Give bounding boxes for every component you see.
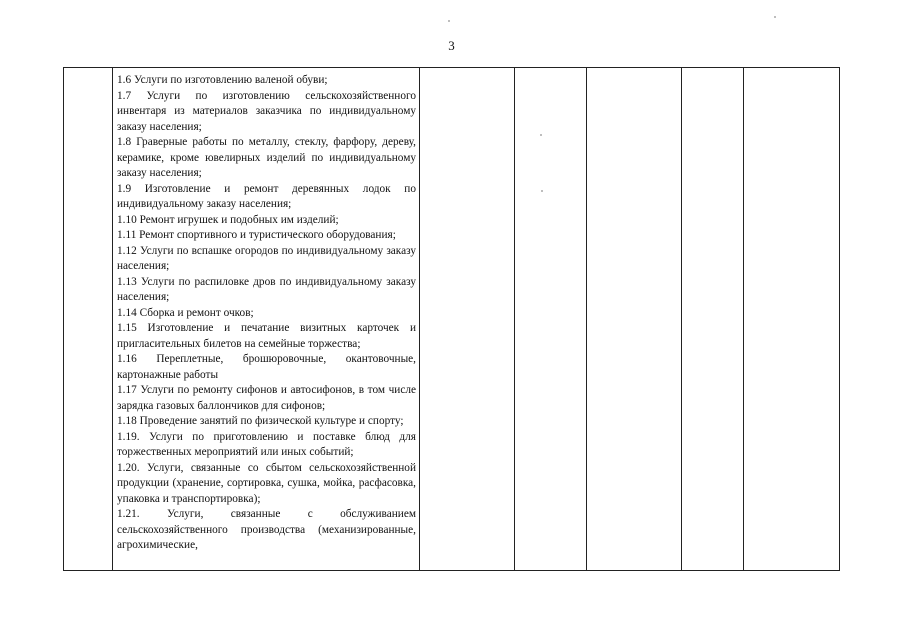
service-item: 1.10 Ремонт игрушек и подобных им изделий; bbox=[117, 213, 339, 226]
service-item: 1.14 Сборка и ремонт очков; bbox=[117, 306, 254, 319]
service-item: 1.13 Услуги по распиловке дров по индивидуальному заказу населения; bbox=[117, 275, 416, 303]
service-item: 1.16 Переплетные, брошюровочные, окантовочные, картонажные работы bbox=[117, 353, 416, 381]
scan-speck bbox=[541, 190, 543, 192]
number-cell bbox=[64, 68, 113, 571]
page-number: 3 bbox=[448, 38, 455, 53]
service-item: 1.12 Услуги по вспашке огородов по индивидуальному заказу населения; bbox=[117, 244, 416, 272]
service-item: 1.11 Ремонт спортивного и туристического оборудования; bbox=[117, 229, 396, 241]
services-table bbox=[63, 67, 840, 571]
service-item: 1.17 Услуги по ремонту сифонов и автосифонов, в том числе зарядка газовых баллончиков для сифонов; bbox=[117, 384, 416, 412]
empty-cell bbox=[682, 68, 744, 571]
empty-cell bbox=[744, 68, 840, 571]
service-item: 1.6 Услуги по изготовлению валеной обуви; bbox=[117, 74, 328, 86]
scan-speck bbox=[774, 16, 776, 18]
scan-speck bbox=[540, 134, 542, 136]
service-item: 1.8 Граверные работы по металлу, стеклу, фарфору, дереву, керамике, кроме ювелирных изделий по индивидуальному заказу населения; bbox=[117, 136, 416, 179]
empty-cell bbox=[420, 68, 515, 571]
service-item: 1.15 Изготовление и печатание визитных карточек и пригласительных билетов на семейные торжества; bbox=[117, 322, 416, 350]
scan-speck bbox=[448, 20, 450, 22]
service-item: 1.19. Услуги по приготовлению и поставке блюд для торжественных мероприятий или иных событий; bbox=[117, 430, 416, 458]
service-item: 1.18 Проведение занятий по физической культуре и спорту; bbox=[117, 415, 404, 427]
service-item: 1.7 Услуги по изготовлению сельскохозяйственного инвентаря из материалов заказчика по индивидуальному заказу населения; bbox=[117, 89, 416, 133]
table-row bbox=[64, 68, 840, 571]
service-item: 1.21. Услуги, связанные с обслуживанием сельскохозяйственного производства (механизированные, агрохимические, bbox=[117, 508, 416, 551]
service-item: 1.20. Услуги, связанные со сбытом сельскохозяйственной продукции (хранение, сортировка, сушка, мойка, расфасовка, упаковка и транспортировка); bbox=[117, 461, 416, 505]
services-cell bbox=[113, 68, 420, 571]
service-item: 1.9 Изготовление и ремонт деревянных лодок по индивидуальному заказу населения; bbox=[117, 182, 416, 210]
empty-cell bbox=[515, 68, 587, 571]
empty-cell bbox=[587, 68, 682, 571]
